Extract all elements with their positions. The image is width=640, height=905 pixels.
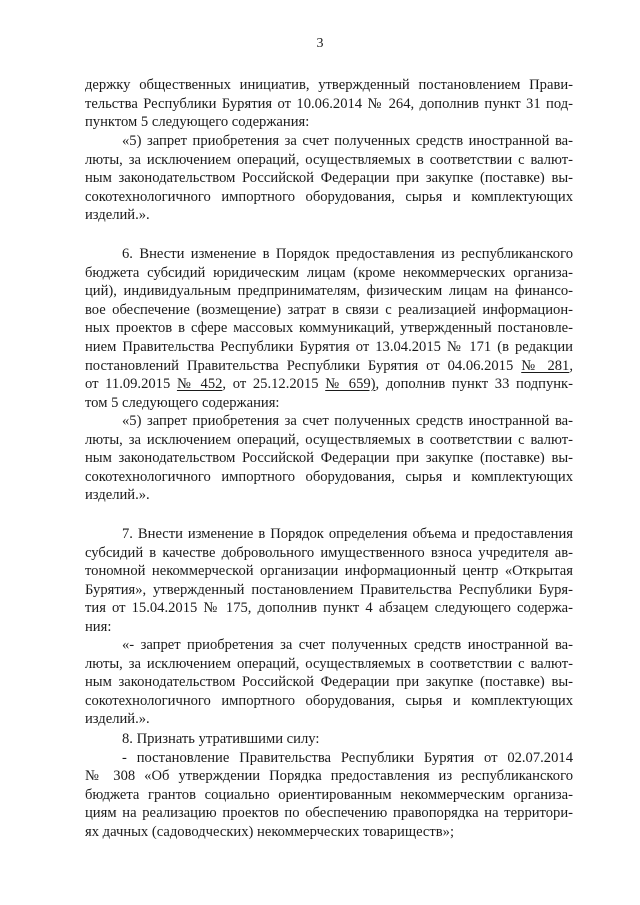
text-line: субсидий в качестве добровольного имущественного взноса учредителя ав- <box>85 544 573 561</box>
page-number: 3 <box>316 36 324 51</box>
text-line: Бурятия», утвержденный постановлением Правительства Республики Буря- <box>85 581 573 598</box>
text-segment: , <box>569 357 573 374</box>
text-line: тельства Республики Бурятия от 10.06.2014 № 264, дополнив пункт 31 под- <box>85 95 573 112</box>
text-line: ния: <box>85 618 112 635</box>
text-line: сокотехнологичного импортного оборудования, сырья и комплектующих <box>85 188 573 205</box>
text-line: 8. Признать утратившими силу: <box>122 731 320 747</box>
text-line: тия от 15.04.2015 № 175, дополнив пункт 4 абзацем следующего содержа- <box>85 600 573 617</box>
text-line: бюджета субсидий юридическим лицам (кроме некоммерческих организа- <box>85 264 573 281</box>
text-line: тономной некоммерческой организации информационный центр «Открытая <box>85 563 573 580</box>
link-document-281[interactable]: № 281 <box>521 357 570 374</box>
text-line: держку общественных инициатив, утвержденный постановлением Прави- <box>85 77 573 93</box>
text-line: сокотехнологичного импортного оборудования, сырья и комплектующих <box>85 468 573 485</box>
text-line: изделий.». <box>85 207 150 224</box>
link-document-659[interactable]: № 659) <box>325 376 376 393</box>
text-line: люты, за исключением операций, осуществляемых в соответствии с валют- <box>85 431 573 448</box>
paragraph-quote-1 <box>85 132 573 225</box>
text-line: № 308 «Об утверждении Порядка предоставления из республиканского <box>85 768 573 785</box>
text-line: вое обеспечение (возмещение) затрат в связи с реализацией информацион- <box>85 301 573 318</box>
text-line <box>85 375 573 394</box>
paragraph-item-8 <box>85 730 573 842</box>
text-line: люты, за исключением операций, осуществляемых в соответствии с валют- <box>85 151 573 168</box>
text-line: изделий.». <box>85 711 150 728</box>
text-line: ным законодательством Российской Федерации при закупке (поставке) вы- <box>85 170 573 187</box>
text-line: сокотехнологичного импортного оборудования, сырья и комплектующих <box>85 692 573 709</box>
text-segment: от 11.09.2015 <box>85 376 177 393</box>
text-line: циям на реализацию проектов по обеспечению правопорядка на территори- <box>85 805 573 822</box>
text-line: - постановление Правительства Республики Бурятия от 02.07.2014 <box>122 749 573 766</box>
paragraph-item-6 <box>85 245 573 412</box>
text-line: ях дачных (садоводческих) некоммерческих товариществ»; <box>85 823 455 840</box>
text-line: 6. Внести изменение в Порядок предоставления из республиканского <box>122 246 573 262</box>
text-line: «5) запрет приобретения за счет полученных средств иностранной ва- <box>122 133 573 149</box>
text-line: ным законодательством Российской Федерации при закупке (поставке) вы- <box>85 450 573 467</box>
text-line: люты, за исключением операций, осуществляемых в соответствии с валют- <box>85 655 573 672</box>
text-segment: , дополнив пункт 33 подпунк- <box>375 376 574 393</box>
text-line: нием Правительства Республики Бурятия от 13.04.2015 № 171 (в редакции <box>85 338 573 355</box>
text-segment: постановлений Правительства Республики Бурятия от 04.06.2015 <box>85 357 522 374</box>
text-line: ным законодательством Российской Федерации при закупке (поставке) вы- <box>85 674 573 691</box>
text-line: ных проектов в сфере массовых коммуникаций, утвержденный постановле- <box>85 320 573 337</box>
text-segment: , от 25.12.2015 <box>222 376 326 393</box>
paragraph-quote-3 <box>85 636 573 729</box>
text-line: ций), индивидуальным предпринимателям, физическим лицам на финансо- <box>85 283 573 300</box>
text-line: изделий.». <box>85 487 150 504</box>
text-line: 7. Внести изменение в Порядок определения объема и предоставления <box>122 526 573 542</box>
text-line: пунктом 5 следующего содержания: <box>85 114 310 131</box>
text-line: «5) запрет приобретения за счет полученных средств иностранной ва- <box>122 413 573 429</box>
paragraph-quote-2 <box>85 412 573 505</box>
text-line: том 5 следующего содержания: <box>85 394 280 411</box>
text-line: бюджета грантов социально ориентированным некоммерческим организа- <box>85 786 573 803</box>
paragraph-item-7 <box>85 525 573 637</box>
text-line: «- запрет приобретения за счет полученных средств иностранной ва- <box>122 637 573 653</box>
link-document-452[interactable]: № 452 <box>176 376 223 393</box>
text-line <box>85 357 573 376</box>
paragraph-intro <box>85 76 573 132</box>
